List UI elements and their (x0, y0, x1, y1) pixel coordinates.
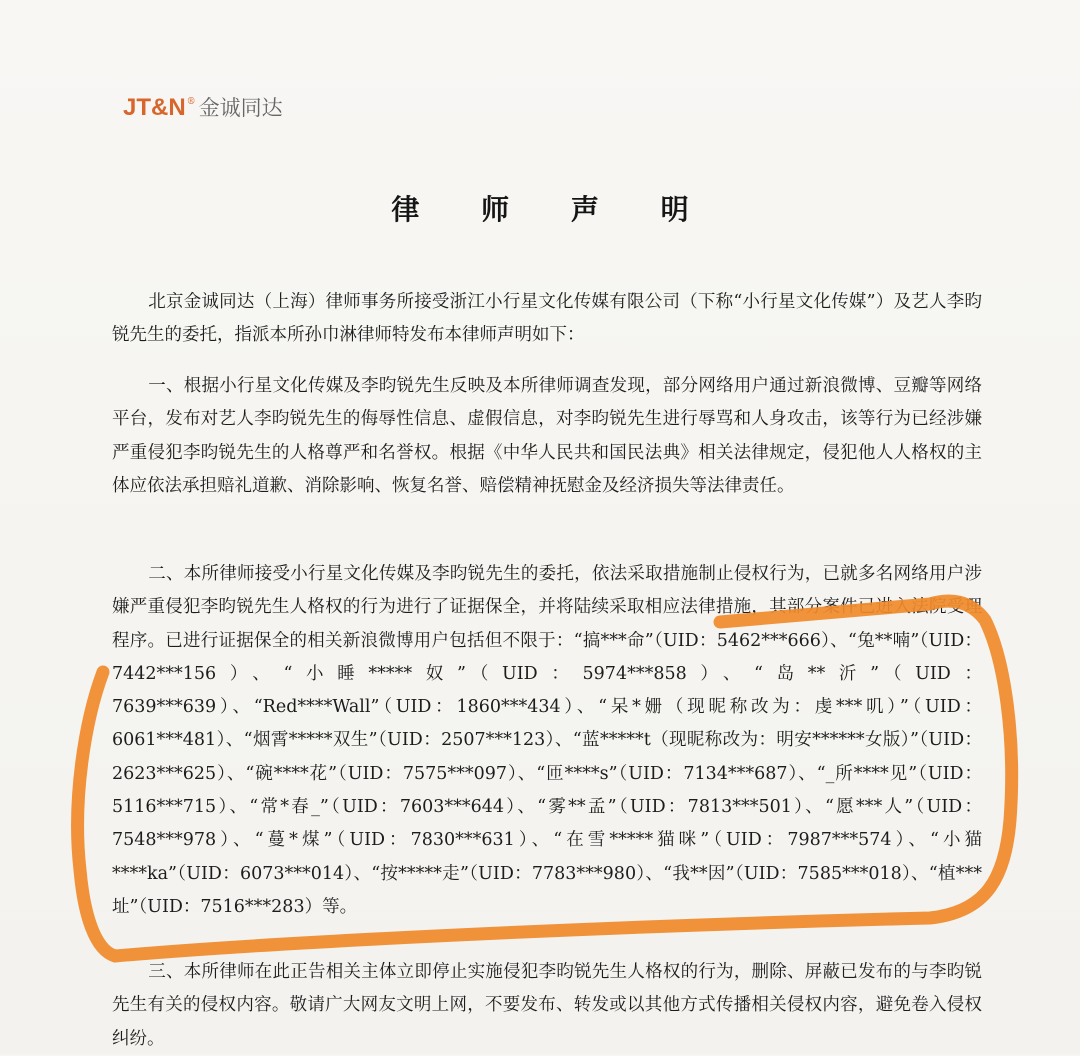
paragraph-three (112, 956, 982, 1056)
paragraph-one-text: 一、根据小行星文化传媒及李昀锐先生反映及本所律师调查发现，部分网络用户通过新浪微博、豆瓣等网络平台，发布对艺人李昀锐先生的侮辱性信息、虚假信息，对李昀锐先生进行辱骂和人身攻击，该等行为已经涉嫌严重侵犯李昀锐先生的人格尊严和名誉权。根据《中华人民共和国民法典》相关法律规定，侵犯他人人格权的主体应依法承担赔礼道歉、消除影响、恢复名誉、赔偿精神抚慰金及经济损失等法律责任。 (112, 376, 982, 496)
registered-mark: ® (186, 97, 196, 107)
paragraph-intro-text: 北京金诚同达（上海）律师事务所接受浙江小行星文化传媒有限公司（下称“小行星文化传媒”）及艺人李昀锐先生的委托，指派本所孙巾淋律师特发布本律师声明如下： (112, 292, 982, 346)
firm-logo (123, 92, 283, 122)
paragraph-two (112, 558, 982, 924)
logo-mark: JT&N (123, 94, 186, 121)
paragraph-intro (112, 286, 982, 353)
paragraph-three-text: 三、本所律师在此正告相关主体立即停止实施侵犯李昀锐先生人格权的行为，删除、屏蔽已发布的与李昀锐先生有关的侵权内容。敬请广大网友文明上网，不要发布、转发或以其他方式传播相关侵权内容，避免卷入侵权纠纷。 (112, 962, 982, 1049)
logo-chinese-name: 金诚同达 (198, 96, 283, 120)
paragraph-two-text: 二、本所律师接受小行星文化传媒及李昀锐先生的委托，依法采取措施制止侵权行为，已就多名网络用户涉嫌严重侵犯李昀锐先生人格权的行为进行了证据保全，并将陆续采取相应法律措施，其部分案件已进入法院受理程序。已进行证据保全的相关新浪微博用户包括但不限于：“搞***命”（UID：5462***666）、“兔**喃”（UID：7442***156）、“小睡*****奴”（UID：5974***858）、“岛**沂”（UID：7639***639）、“Red****Wall”（UID：1860***434）、“呆*姗（现昵称改为：虔***叽）”（UID：6061***481）、“烟霄*****双生”（UID：2507***123）、“蓝*****t（现昵称改为：明安******女版）”（UID：2623***625）、“碗****花”（UID：7575***097）、“匝****s”（UID：7134***687）、“_所****见”（UID：5116***715）、“常*春_”（UID：7603***644）、“雾**孟”（UID：7813***501）、“愿***人”（UID：7548***978）、“蔓*煤”（UID：7830***631）、“在雪*****猫咪”（UID：7987***574）、“小猫****ka”（UID：6073***014）、“按*****走”（UID：7783***980）、“我**因”（UID：7585***018）、“植***址”（UID：7516***283）等。 (112, 564, 982, 917)
paragraph-one (112, 370, 982, 503)
document-title: 律 师 声 明 (391, 193, 715, 226)
